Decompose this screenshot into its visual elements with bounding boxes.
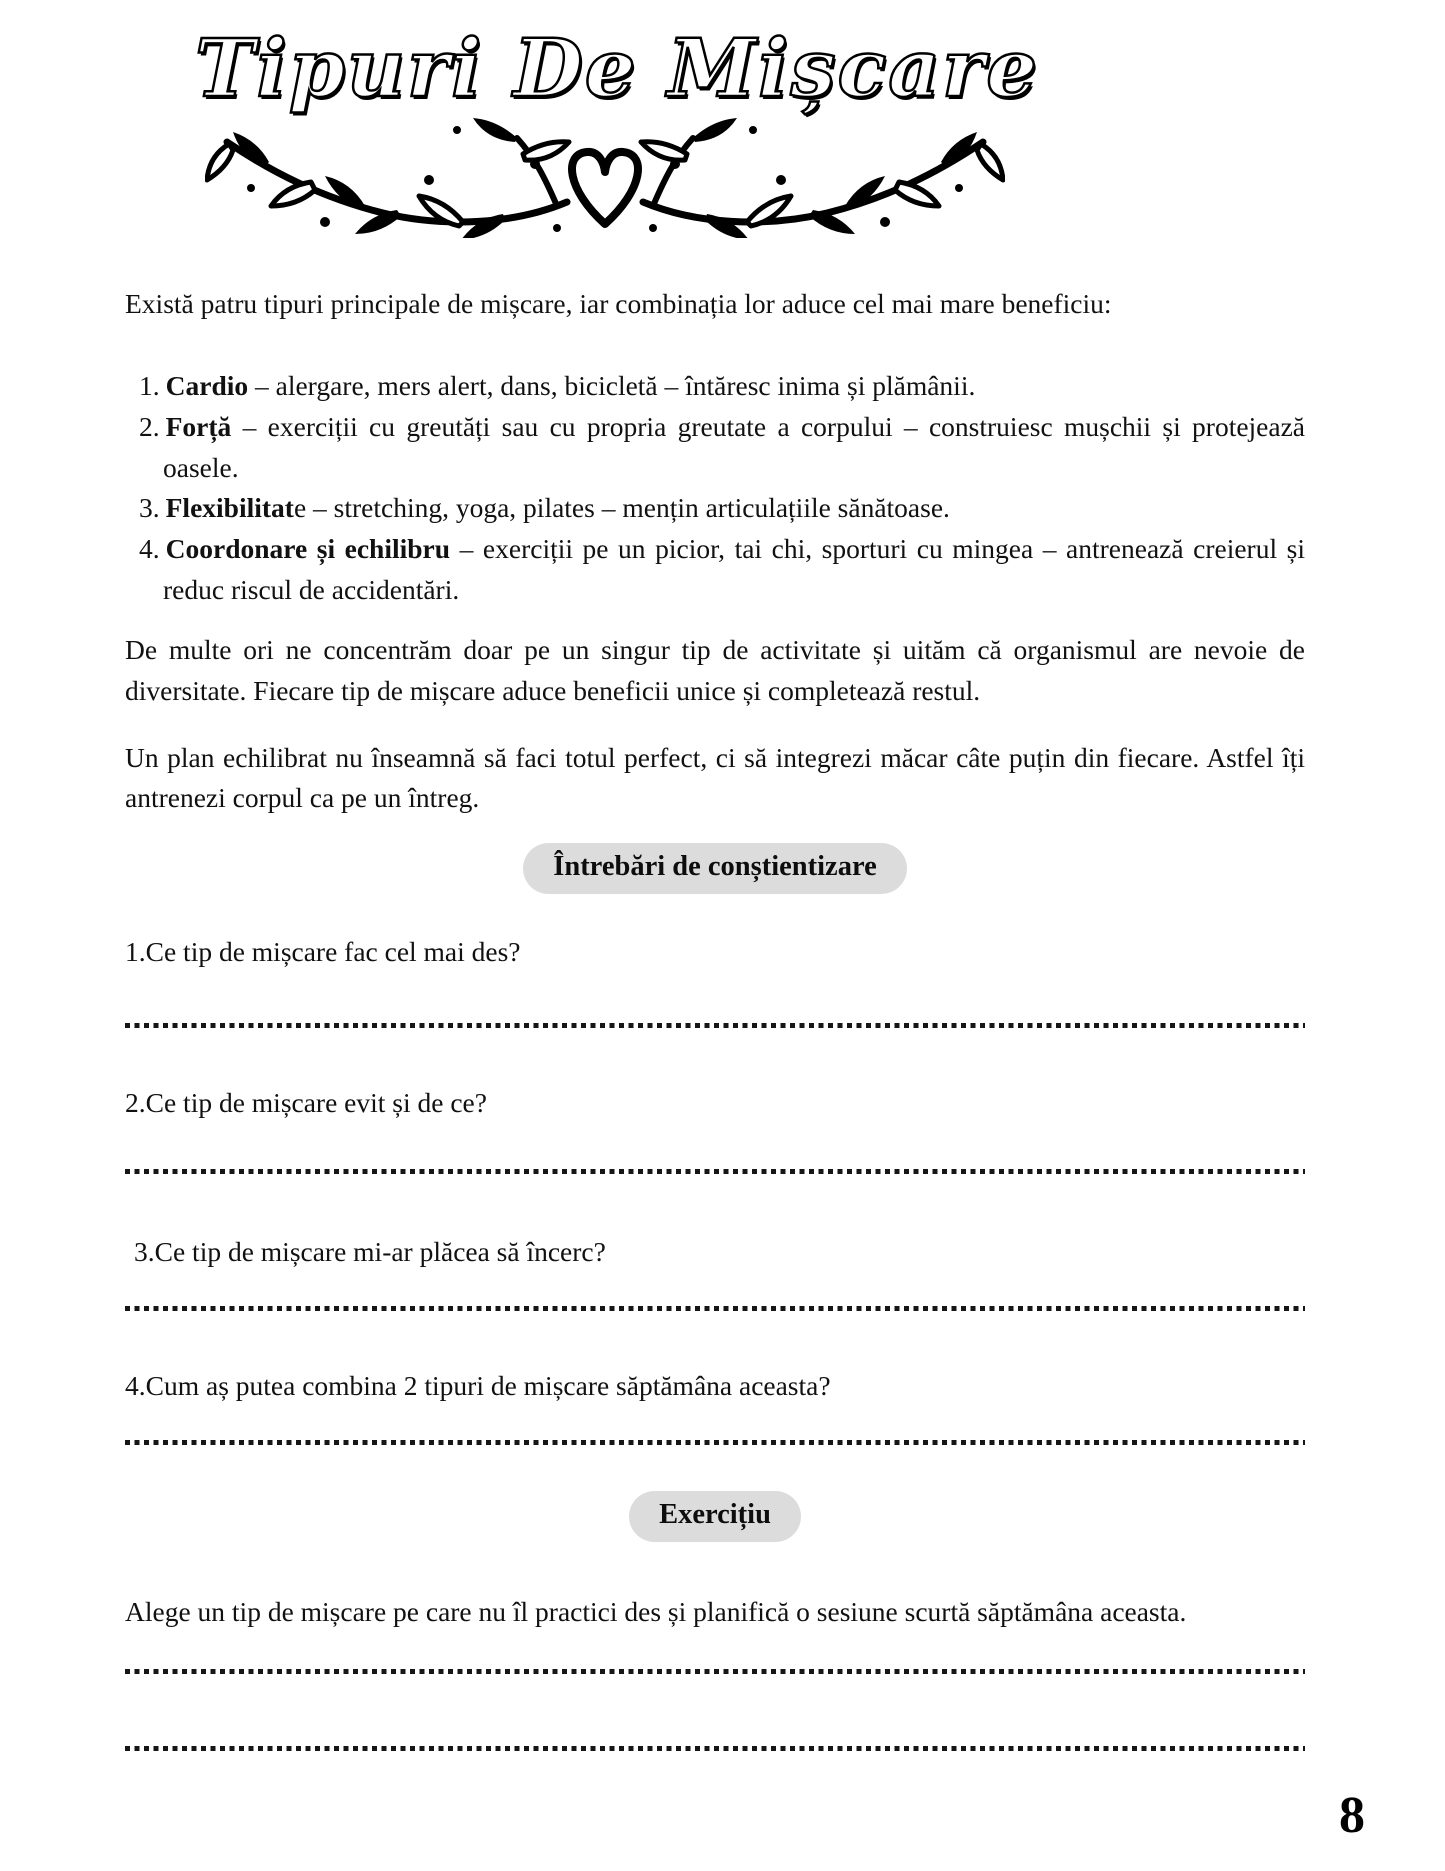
- list-number: 2.: [139, 410, 160, 442]
- section-header-row: [125, 843, 1305, 894]
- intro-paragraph: Există patru tipuri principale de mișcare, iar combinația lor aduce cel mai mare beneficiu:: [125, 287, 1112, 319]
- movement-term: Cardio: [165, 370, 249, 402]
- list-number: 1.: [139, 370, 160, 402]
- movement-type-item-cardio: [125, 366, 1305, 407]
- branch-heart-divider-icon: [205, 118, 1005, 238]
- movement-type-item-coordonare: [125, 529, 1305, 610]
- question-2-label: 2.Ce tip de mișcare evit și de ce?: [125, 1087, 487, 1119]
- paragraph-balance: Un plan echilibrat nu înseamnă să faci totul perfect, ci să integrezi măcar câte puțin din fiecare. Astfel îți antrenezi corpul ca pe un întreg.: [125, 741, 1305, 814]
- question-4-label: 4.Cum aș putea combina 2 tipuri de mișcare săptămâna aceasta?: [125, 1370, 831, 1402]
- section-header-row: [125, 1491, 1305, 1542]
- list-number: 4.: [139, 533, 160, 565]
- heart-icon: [572, 152, 638, 224]
- list-number: 3.: [139, 492, 160, 524]
- answer-line-4: [125, 1440, 1305, 1445]
- section-badge-exercise: Exercițiu: [629, 1491, 801, 1542]
- movement-type-item-flexibilitate: [125, 488, 1305, 529]
- answer-line-6: [125, 1746, 1305, 1751]
- answer-line-1: [125, 1023, 1305, 1028]
- movement-term: Flexibilitat: [165, 492, 294, 524]
- answer-line-3: [125, 1306, 1305, 1311]
- page-header: [195, 0, 1040, 238]
- movement-term: Coordonare și echilibru: [165, 533, 451, 565]
- movement-description: e – stretching, yoga, pilates – mențin articulațiile sănătoase.: [293, 492, 950, 524]
- movement-description: – exerciții pe un picior, tai chi, sporturi cu mingea – antrenează creierul și reduc riscul de accidentări.: [163, 533, 1305, 605]
- page-title: Tipuri De Mișcare: [195, 21, 1040, 115]
- section-badge-questions: Întrebări de conștientizare: [523, 843, 906, 894]
- content-column: [125, 284, 1305, 1751]
- movement-type-item-forta: [125, 407, 1305, 488]
- movement-types-list: [125, 366, 1305, 610]
- exercise-instruction: Alege un tip de mișcare pe care nu îl practici des și planifică o sesiune scurtă săptămâna aceasta.: [125, 1596, 1187, 1628]
- page-number: 8: [1339, 1787, 1365, 1844]
- movement-term: Forță: [165, 410, 232, 442]
- answer-line-5: [125, 1669, 1305, 1674]
- question-1-label: 1.Ce tip de mișcare fac cel mai des?: [125, 936, 521, 968]
- movement-description: – exerciții cu greutăți sau cu propria greutate a corpului – construiesc mușchii și protejează oasele.: [163, 410, 1305, 483]
- question-3-label: 3.Ce tip de mișcare mi-ar plăcea să încerc?: [134, 1235, 606, 1267]
- movement-description: – alergare, mers alert, dans, bicicletă – întăresc inima și plămânii.: [248, 370, 976, 402]
- paragraph-diversity: De multe ori ne concentrăm doar pe un singur tip de activitate și uităm că organismul are nevoie de diversitate. Fiecare tip de mișcare aduce beneficii unice și completează restul.: [125, 634, 1305, 707]
- answer-line-2: [125, 1169, 1305, 1174]
